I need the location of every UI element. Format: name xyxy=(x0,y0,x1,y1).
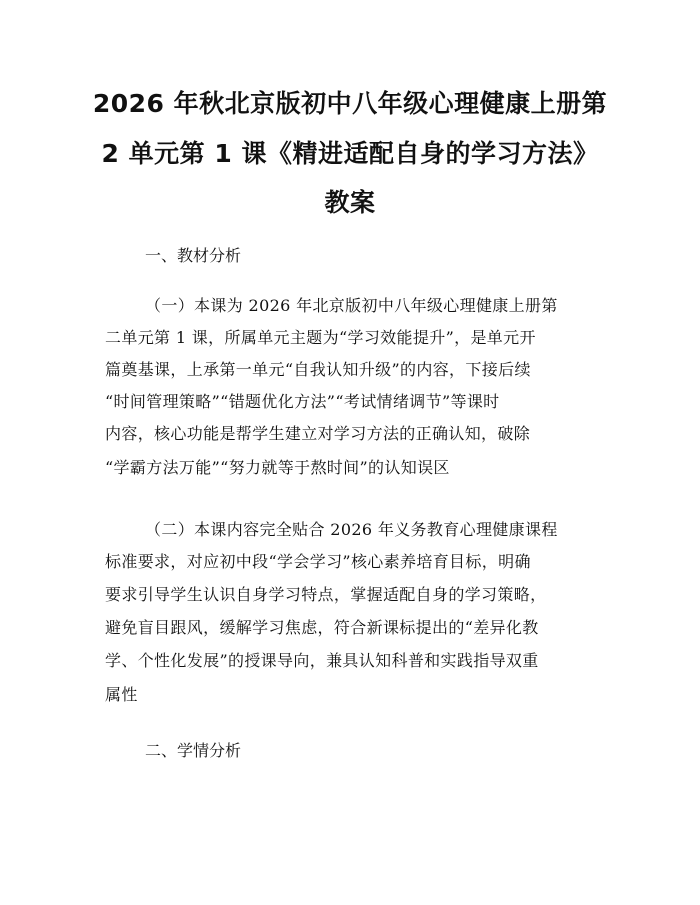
paragraph-2-line-5: 学、个性化发展”的授课导向，兼具认知科普和实践指导双重 xyxy=(105,651,539,670)
paragraph-2-line-6: 属性 xyxy=(105,685,138,704)
paragraph-2-line-3: 要求引导学生认识自身学习特点，掌握适配自身的学习策略， xyxy=(105,585,547,604)
section-heading-textbook-analysis: 一、教材分析 xyxy=(145,246,242,265)
paragraph-1-line-6: “学霸方法万能”“努力就等于熬时间”的认知误区 xyxy=(105,458,450,477)
paragraph-1-line-1: （一）本课为 2026 年北京版初中八年级心理健康上册第 xyxy=(145,296,558,315)
paragraph-1-line-2: 二单元第 1 课，所属单元主题为“学习效能提升”，是单元开 xyxy=(105,328,536,347)
paragraph-1-line-4: “时间管理策略”“错题优化方法”“考试情绪调节”等课时 xyxy=(105,392,500,411)
document-title-line-2: 2 单元第 1 课《精进适配自身的学习方法》 xyxy=(101,139,599,168)
paragraph-2-line-2: 标准要求，对应初中段“学会学习”核心素养培育目标，明确 xyxy=(105,552,531,571)
paragraph-1-line-5: 内容，核心功能是帮学生建立对学习方法的正确认知，破除 xyxy=(105,424,531,443)
section-heading-student-analysis: 二、学情分析 xyxy=(145,741,242,760)
paragraph-2-line-4: 避免盲目跟风，缓解学习焦虑，符合新课标提出的“差异化教 xyxy=(105,618,539,637)
document-title-line-1: 2026 年秋北京版初中八年级心理健康上册第 xyxy=(92,89,608,118)
document-title-line-3: 教案 xyxy=(324,188,376,217)
paragraph-1-line-3: 篇奠基课，上承第一单元“自我认知升级”的内容，下接后续 xyxy=(105,360,531,379)
paragraph-2-line-1: （二）本课内容完全贴合 2026 年义务教育心理健康课程 xyxy=(145,520,558,539)
